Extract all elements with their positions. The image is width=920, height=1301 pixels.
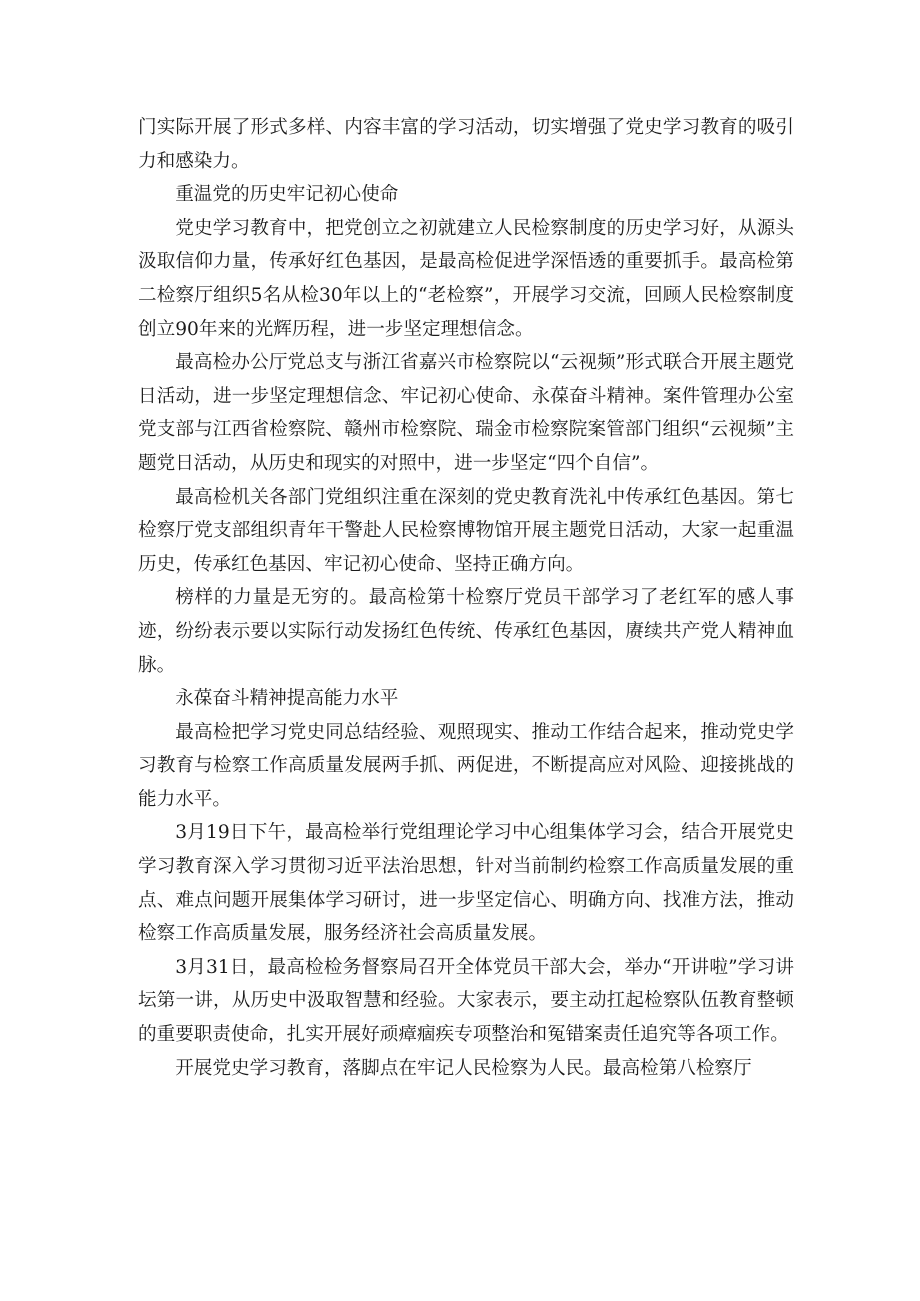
paragraph: 3月31日，最高检检务督察局召开全体党员干部大会，举办“开讲啦”学习讲坛第一讲，从历史中汲取智慧和经验。大家表示，要主动扛起检察队伍教育整顿的重要职责使命，扎实开展好顽瘴痼疾专项整治和冤错案责任追究等各项工作。 (138, 956, 794, 1046)
document-body (138, 111, 794, 1085)
paragraph-truncated: 开展党史学习教育，落脚点在牢记人民检察为人民。最高检第八检察厅 (175, 1057, 752, 1079)
section-heading: 永葆奋斗精神提高能力水平 (175, 688, 399, 710)
paragraph: 3月19日下午，最高检举行党组理论学习中心组集体学习会，结合开展党史学习教育深入学习贯彻习近平法治思想，针对当前制约检察工作高质量发展的重点、难点问题开展集体学习研讨，进一步坚定信心、明确方向、找准方法，推动检察工作高质量发展，服务经济社会高质量发展。 (138, 822, 794, 945)
paragraph: 最高检机关各部门党组织注重在深刻的党史教育洗礼中传承红色基因。第七检察厅党支部组织青年干警赴人民检察博物馆开展主题党日活动，大家一起重温历史，传承红色基因、牢记初心使命、坚持正确方向。 (138, 486, 794, 575)
paragraph: 最高检办公厅党总支与浙江省嘉兴市检察院以“云视频”形式联合开展主题党日活动，进一步坚定理想信念、牢记初心使命、永葆奋斗精神。案件管理办公室党支部与江西省检察院、赣州市检察院、瑞金市检察院案管部门组织“云视频”主题党日活动，从历史和现实的对照中，进一步坚定“四个自信”。 (138, 352, 794, 474)
paragraph-continuation: 门实际开展了形式多样、内容丰富的学习活动，切实增强了党史学习教育的吸引力和感染力。 (138, 117, 794, 172)
paragraph: 最高检把学习党史同总结经验、观照现实、推动工作结合起来，推动党史学习教育与检察工作高质量发展两手抓、两促进，不断提高应对风险、迎接挑战的能力水平。 (138, 721, 794, 810)
paragraph: 榜样的力量是无穷的。最高检第十检察厅党员干部学习了老红军的感人事迹，纷纷表示要以实际行动发扬红色传统、传承红色基因，赓续共产党人精神血脉。 (138, 587, 794, 676)
paragraph: 党史学习教育中，把党创立之初就建立人民检察制度的历史学习好，从源头汲取信仰力量，传承好红色基因，是最高检促进学深悟透的重要抓手。最高检第二检察厅组织5名从检30年以上的“老检察”，开展学习交流，回顾人民检察制度创立90年来的光辉历程，进一步坚定理想信念。 (138, 217, 794, 340)
section-heading: 重温党的历史牢记初心使命 (175, 184, 399, 206)
